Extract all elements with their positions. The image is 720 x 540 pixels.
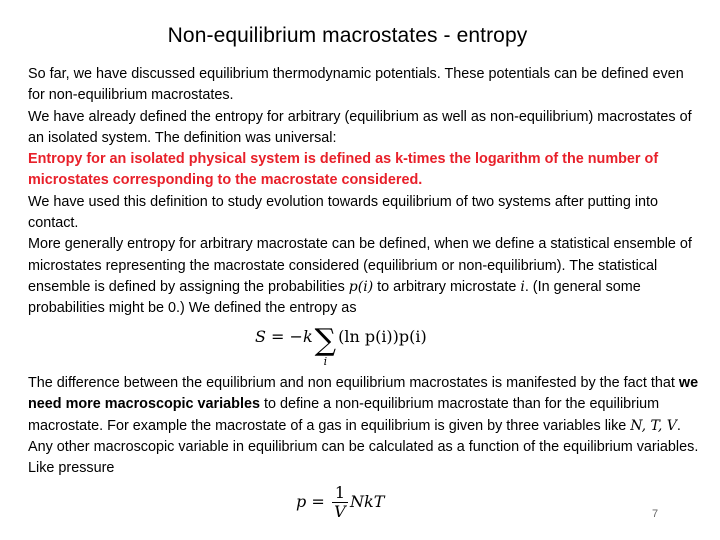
fraction-numerator: 1 [332,484,348,503]
fraction [332,484,348,521]
difference-text-2: to define a non-equilibrium macrostate than for the equilibrium macrostate. For example the macrostate of a gas in equilibrium is given by three variables like [28,396,660,434]
sum-index: i [323,355,328,368]
eq2-equals: = [306,492,330,511]
difference-text: The difference between the equilibrium and non equilibrium macrostates is manifested by the fact that [28,375,679,391]
page-number: 7 [652,508,659,520]
ensemble-text: More generally entropy for arbitrary macrostate can be defined, when we define a statistical ensemble of microstates representing the macrostate considered (equilibrium or non-equilibrium). The statistical ensemble is defined by assigning the probabilities [28,236,692,295]
eq2-lhs: p [296,492,307,511]
entropy-equation [255,323,427,368]
ensemble-text-3: . (In general some probabilities might be 0.) We defined the entropy as [28,278,641,317]
eq1-equals: = − [265,327,303,346]
entropy-definition-intro: We have already defined the entropy for arbitrary (equilibrium as well as non-equilibrium) macrostates of an isolated system. The definition was universal: [28,108,692,146]
eq2-rhs: NkT [350,492,385,511]
eq1-k: k [302,327,313,346]
pressure-equation [296,484,384,521]
fraction-denominator: V [334,502,346,521]
math-p-of-i: p(i) [348,278,374,295]
eq1-body: (ln p(i))p(i) [338,327,427,346]
math-i: i [520,278,525,295]
ensemble-text-2: to arbitrary microstate [373,278,521,295]
entropy-definition-highlight: Entropy for an isolated physical system is defined as k-times the logarithm of the number of microstates corresponding to the macrostate considered. [28,151,659,189]
paragraph-1 [28,64,700,320]
intro-text: So far, we have discussed equilibrium thermodynamic potentials. These potentials can be defined even for non-equilibrium macrostates. [28,66,684,104]
difference-text-3: . Any other macroscopic variable in equilibrium can be calculated as a function of the equilibrium variables. Like pressure [28,417,699,477]
math-NTV: N, T, V [630,417,677,434]
sum-symbol: ∑ i [314,323,337,368]
slide-title: Non-equilibrium macrostates - entropy [167,24,528,47]
bold-variables-text: we need more macroscopic variables [28,375,699,413]
eq1-lhs: S [255,327,266,346]
paragraph-2 [28,373,700,479]
evolution-text: We have used this definition to study evolution towards equilibrium of two systems after putting into contact. [28,193,659,232]
